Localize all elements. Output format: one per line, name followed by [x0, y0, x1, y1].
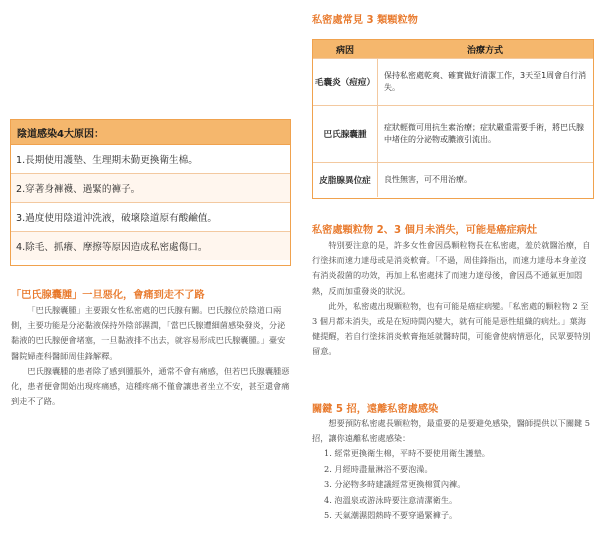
cell-cause: 皮脂腺異位症 [313, 163, 378, 197]
table-header [313, 40, 593, 58]
header-cause: 病因 [335, 45, 354, 56]
tips-intro: 想要預防私密處長顆粒物，最重要的是要避免感染，醫師提供以下關鍵 5 招，讓你遠離私密處感染： [312, 418, 591, 444]
table-row [313, 105, 593, 162]
cause-item: 3.過度使用陰道沖洗液，破壞陰道原有酸鹼值。 [11, 203, 290, 232]
cancer-body [312, 238, 592, 360]
bumps-table [312, 39, 594, 199]
list-item: 4. 泡溫泉或游泳時要注意清潔衛生。 [324, 494, 458, 505]
list-item: 2. 月經時盡量淋浴不要泡澡。 [324, 463, 433, 474]
list-item: 3. 分泌物多時建議經常更換棉質內褲。 [324, 479, 466, 490]
cell-cause: 毛囊炎（痘痘） [313, 59, 378, 105]
bartholin-paragraph: 「巴氏腺囊腫」主要跟女性私密處的巴氏腺有關。巴氏腺位於陰道口兩側，主要功能是分泌黏液保持外陰部濕潤，「當巴氏腺遭細菌感染發炎，分泌黏液的巴氏腺便會堵塞，一旦黏液排不出去，就容易形成巴氏腺囊腫。」臺安醫院婦產科醫師周佳鋒解釋。 [11, 305, 286, 361]
header-treatment: 治療方式 [466, 45, 503, 56]
list-item: 5. 天氣潮濕悶熱時不要穿過緊褲子。 [324, 510, 458, 521]
cause-item: 2.穿著身褲襪、過緊的褲子。 [11, 174, 290, 203]
cancer-paragraph: 此外，私密處出現顆粒物，也有可能是癌症病變。「私密處的顆粒物 2 至 3 個月都未消失，或是在短時間內變大，就有可能是惡性組織的病灶。」葉海健提醒，若自行塗抹消炎軟膏拖延就醫時間，可能會使病情惡化，民眾要特別留意。 [312, 300, 591, 357]
list-item: 1. 經常更換衛生棉，平時不要使用衛生護墊。 [324, 448, 490, 459]
cell-treatment: 保持私密處乾爽、確實做好清潔工作，3天至1周會自行消失。 [384, 71, 587, 92]
cause-item: 4.除毛、抓癢、摩擦等原因造成私密處傷口。 [11, 232, 290, 260]
bartholin-heading: 「巴氏腺囊腫」一旦惡化，會痛到走不了路 [11, 290, 205, 301]
cell-cause: 巴氏腺囊腫 [313, 106, 378, 162]
bartholin-paragraph: 巴氏腺囊腫的患者除了感到腫脹外，通常不會有痛感，但若巴氏腺囊腫惡化，患者便會開始出現疼痛感，這種疼痛不僅會讓患者坐立不安，甚至還會痛到走不了路。 [11, 365, 290, 407]
bartholin-body [11, 303, 290, 409]
cancer-paragraph: 特別要注意的是，許多女性會因爲顆粒物長在私密處，羞於就醫治療，自行塗抹而速力達母或是消炎軟膏。「不過，周佳鋒指出，而速力達母本身並沒有消炎殺菌的功效，再加上私密處抹了而速力達母後，會因爲不通氣更加悶熱，反而加重發炎的狀況。 [312, 240, 591, 296]
cause-item: 1.長期使用護墊、生理期未勤更換衛生棉。 [11, 145, 290, 174]
cell-treatment: 症狀輕微可用抗生素治療；症狀嚴重需要手術，將巴氏腺中堵住的分泌物或膿液引流出。 [384, 123, 584, 144]
infection-causes-box [10, 119, 291, 266]
tips-heading: 關鍵 5 招，遠離私密處感染 [312, 404, 439, 415]
table-heading: 私密處常見 3 類顆粒物 [312, 15, 418, 26]
tips-list [312, 446, 592, 523]
table-row [313, 58, 593, 105]
table-row [313, 162, 593, 197]
cancer-heading: 私密處顆粒物 2、3 個月未消失，可能是癌症病灶 [312, 225, 538, 236]
causes-title: 陰道感染4大原因： [11, 120, 290, 145]
cell-treatment: 良性無害，可不用治療。 [384, 175, 472, 184]
tips-body [312, 416, 592, 523]
